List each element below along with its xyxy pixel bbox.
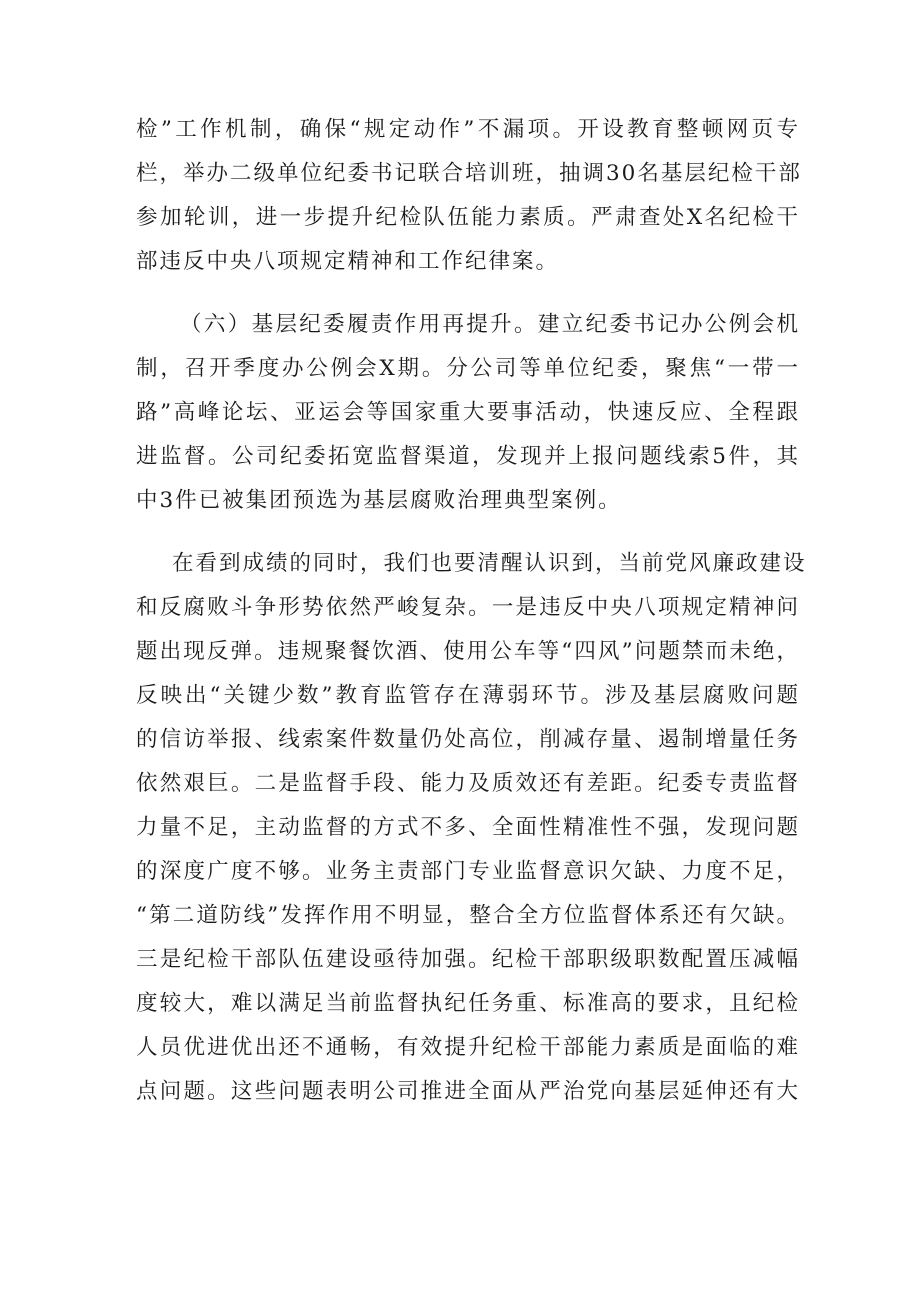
text-line: （六）基层纪委履责作用再提升。建立纪委书记办公例会机: [180, 312, 800, 337]
text-line: 参加轮训，进一步提升纪检队伍能力素质。严肃查处X名纪检干: [136, 205, 800, 230]
text-line: 人员优进优出还不通畅，有效提升纪检干部能力素质是面临的难: [136, 1035, 800, 1060]
text-line: 检”工作机制，确保“规定动作”不漏项。开设教育整顿网页专: [136, 117, 800, 142]
paragraph-3: [136, 542, 807, 1114]
text-line: 三是纪检干部队伍建设亟待加强。纪检干部职级职数配置压减幅: [136, 947, 800, 972]
document-body: [136, 108, 807, 1114]
paragraph-1: [136, 108, 800, 284]
text-line: 栏，举办二级单位纪委书记联合培训班，抽调30名基层纪检干部: [136, 161, 802, 186]
text-line: 进监督。公司纪委拓宽监督渠道，发现并上报问题线索5件，其: [136, 444, 800, 469]
paragraph-2: [136, 303, 800, 523]
text-line: 度较大，难以满足当前监督执纪任务重、标准高的要求，且纪检: [136, 991, 800, 1016]
text-line: 的深度广度不够。业务主责部门专业监督意识欠缺、力度不足，: [136, 859, 800, 884]
text-line: 和反腐败斗争形势依然严峻复杂。一是违反中央八项规定精神问: [136, 595, 800, 620]
text-line: 中3件已被集团预选为基层腐败治理典型案例。: [136, 488, 622, 513]
text-line: 题出现反弹。违规聚餐饮酒、使用公车等“四风”问题禁而未绝，: [136, 639, 800, 664]
text-line: 力量不足，主动监督的方式不多、全面性精准性不强，发现问题: [136, 815, 800, 840]
text-line: 在看到成绩的同时，我们也要清醒认识到，当前党风廉政建设: [172, 551, 807, 576]
text-line: 依然艰巨。二是监督手段、能力及质效还有差距。纪委专责监督: [136, 771, 800, 796]
text-line: 反映出“关键少数”教育监管存在薄弱环节。涉及基层腐败问题: [136, 683, 800, 708]
text-line: 的信访举报、线索案件数量仍处高位，削减存量、遏制增量任务: [136, 727, 800, 752]
text-line: 部违反中央八项规定精神和工作纪律案。: [136, 249, 560, 274]
text-line: 点问题。这些问题表明公司推进全面从严治党向基层延伸还有大: [136, 1079, 800, 1104]
text-line: 路”高峰论坛、亚运会等国家重大要事活动，快速反应、全程跟: [136, 400, 800, 425]
text-line: 制，召开季度办公例会X期。分公司等单位纪委，聚焦“一带一: [136, 356, 800, 381]
text-line: “第二道防线”发挥作用不明显，整合全方位监督体系还有欠缺。: [136, 903, 800, 928]
